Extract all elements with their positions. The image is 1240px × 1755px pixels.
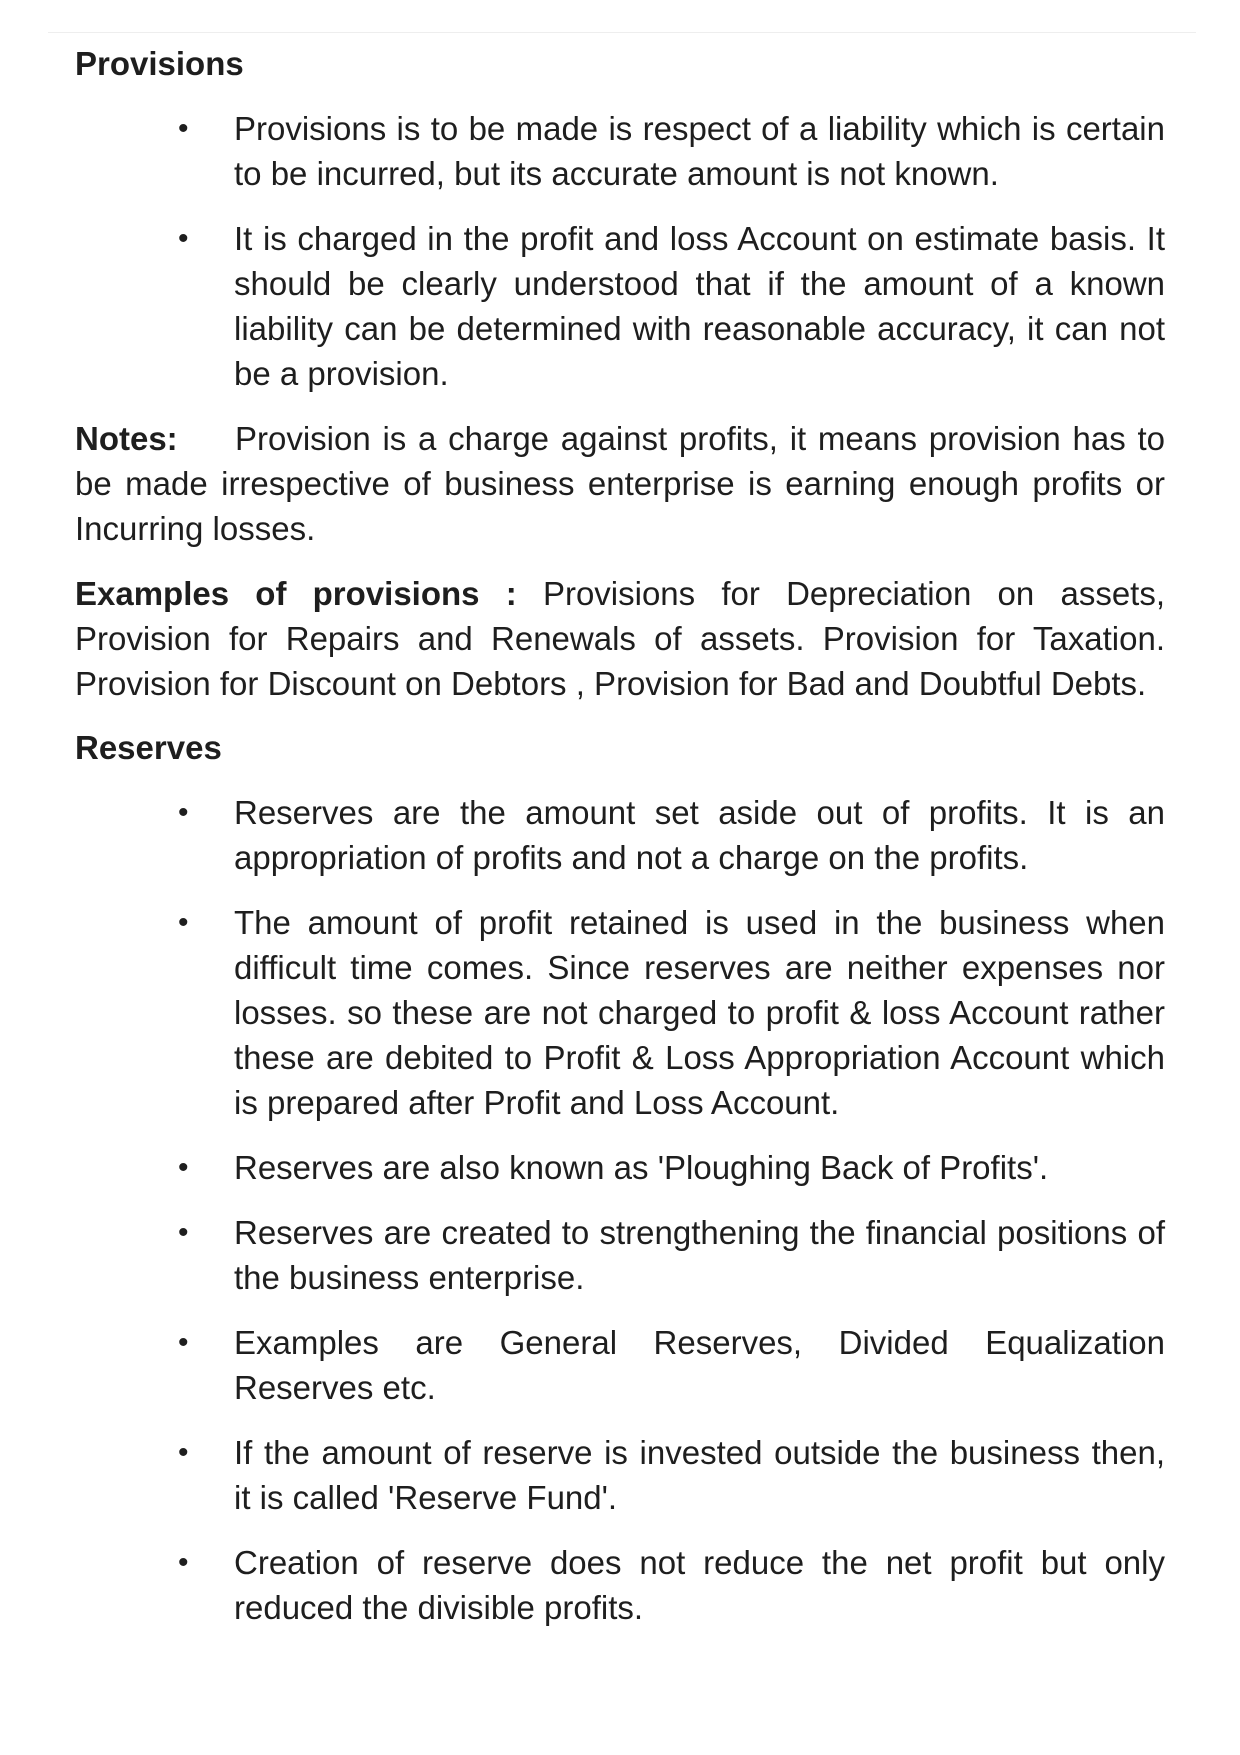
list-item-text: Examples are General Reserves, Divided Equalization Reserves etc. bbox=[234, 1324, 1165, 1406]
list-item bbox=[75, 1210, 1165, 1300]
list-item-text: Creation of reserve does not reduce the net profit but only reduced the divisible profits. bbox=[234, 1544, 1165, 1626]
notes-paragraph bbox=[75, 416, 1165, 551]
bullet-icon: • bbox=[178, 222, 189, 255]
list-item bbox=[75, 900, 1165, 1125]
bullet-icon: • bbox=[178, 1436, 189, 1469]
list-item bbox=[75, 1430, 1165, 1520]
bullet-icon: • bbox=[178, 796, 189, 829]
examples-label: Examples of provisions : bbox=[75, 575, 517, 612]
list-item bbox=[75, 1145, 1165, 1190]
notes-text: Provision is a charge against profits, it means provision has to be made irrespective of business enterprise is earning enough profits or Incurring losses. bbox=[75, 420, 1165, 547]
list-item bbox=[75, 1540, 1165, 1630]
list-item-text: Reserves are also known as 'Ploughing Back of Profits'. bbox=[234, 1149, 1049, 1186]
bullet-icon: • bbox=[178, 1151, 189, 1184]
reserves-heading: Reserves bbox=[75, 729, 222, 766]
list-item bbox=[75, 1320, 1165, 1410]
bullet-icon: • bbox=[178, 1326, 189, 1359]
notes-label: Notes: bbox=[75, 420, 178, 457]
provisions-list bbox=[75, 106, 1165, 396]
bullet-icon: • bbox=[178, 1546, 189, 1579]
top-divider bbox=[48, 32, 1196, 33]
bullet-icon: • bbox=[178, 1216, 189, 1249]
list-item-text: The amount of profit retained is used in the business when difficult time comes. Since reserves are neither expenses nor losses. so these are not charged to profit & loss Account rather these are debited to Profit & Loss Appropriation Account which is prepared after Profit and Loss Account. bbox=[234, 904, 1165, 1121]
list-item bbox=[75, 216, 1165, 396]
list-item-text: Provisions is to be made is respect of a liability which is certain to be incurred, but its accurate amount is not known. bbox=[234, 110, 1165, 192]
bullet-icon: • bbox=[178, 906, 189, 939]
list-item-text: Reserves are the amount set aside out of profits. It is an appropriation of profits and not a charge on the profits. bbox=[234, 794, 1165, 876]
document-page bbox=[75, 42, 1165, 1650]
list-item bbox=[75, 790, 1165, 880]
list-item-text: It is charged in the profit and loss Account on estimate basis. It should be clearly understood that if the amount of a known liability can be determined with reasonable accuracy, it can not be a provision. bbox=[234, 220, 1165, 392]
list-item bbox=[75, 106, 1165, 196]
list-item-text: Reserves are created to strengthening the financial positions of the business enterprise. bbox=[234, 1214, 1165, 1296]
reserves-list bbox=[75, 790, 1165, 1630]
provisions-heading: Provisions bbox=[75, 45, 244, 82]
list-item-text: If the amount of reserve is invested outside the business then, it is called 'Reserve Fund'. bbox=[234, 1434, 1165, 1516]
examples-text: Provisions for Depreciation on assets, Provision for Repairs and Renewals of assets. Provision for Taxation. Provision for Discount on Debtors , Provision for Bad and Doubtful Debts. bbox=[75, 575, 1166, 702]
examples-paragraph bbox=[75, 571, 1165, 706]
bullet-icon: • bbox=[178, 112, 189, 145]
